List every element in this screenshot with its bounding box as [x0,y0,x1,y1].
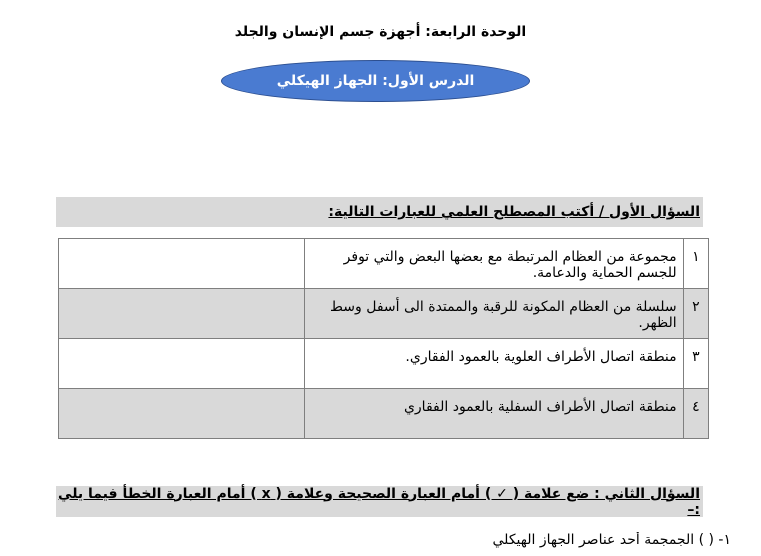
question2-heading: السؤال الثاني : ضع علامة ( ✓ ) أمام العبارة الصحيحة وعلامة ( x ) أمام العبارة الخطأ فيما يلي :– [58,485,700,518]
row-statement: منطقة اتصال الأطراف السفلية بالعمود الفقاري [305,389,683,439]
question1-heading: السؤال الأول / أكتب المصطلح العلمي للعبارات التالية: [328,204,700,220]
table-row [59,289,709,339]
row-statement: سلسلة من العظام المكونة للرقبة والممتدة الى أسفل وسط الظهر. [305,289,683,339]
row-statement: منطقة اتصال الأطراف العلوية بالعمود الفقاري. [305,339,683,389]
question1-heading-bar [56,197,703,227]
answer-cell[interactable] [59,289,305,339]
answer-cell[interactable] [59,239,305,289]
unit-title: الوحدة الرابعة: أجهزة جسم الإنسان والجلد [234,24,527,40]
answer-cell[interactable] [59,389,305,439]
row-number: ١ [683,239,708,289]
terms-table [58,238,709,439]
lesson-title: الدرس الأول: الجهاز الهيكلي [276,73,475,89]
question2-first-item: ١- ( ) الجمجمة أحد عناصر الجهاز الهيكلي [492,532,731,548]
row-statement: مجموعة من العظام المرتبطة مع بعضها البعض والتي توفر للجسم الحماية والدعامة. [305,239,683,289]
row-number: ٤ [683,389,708,439]
table-row [59,389,709,439]
row-number: ٣ [683,339,708,389]
row-number: ٢ [683,289,708,339]
question2-heading-bar [56,486,703,517]
table-row [59,239,709,289]
table-row [59,339,709,389]
lesson-title-badge [221,60,530,102]
answer-cell[interactable] [59,339,305,389]
